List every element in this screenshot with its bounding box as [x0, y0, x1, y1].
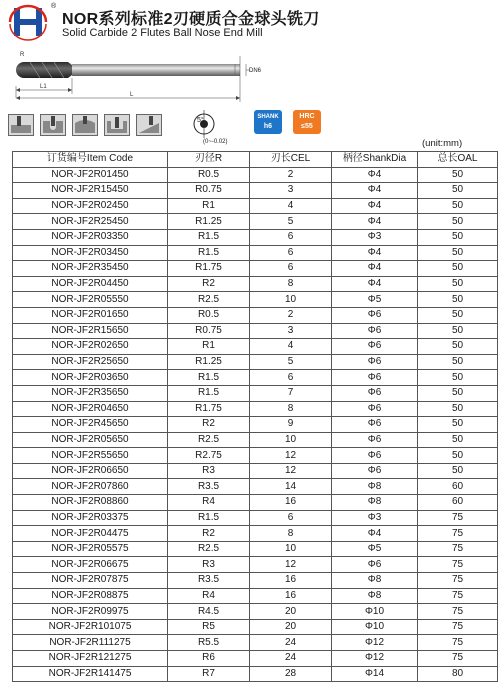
overall-length-cell: 75	[418, 526, 498, 542]
overall-length-cell: 50	[418, 354, 498, 370]
overall-length-cell: 50	[418, 448, 498, 464]
overall-length-cell: 50	[418, 370, 498, 386]
overall-length-cell: 50	[418, 463, 498, 479]
radius-cell: R0.5	[168, 167, 250, 183]
shank-dia-cell: Φ6	[332, 448, 418, 464]
shank-dia-cell: Φ3	[332, 510, 418, 526]
table-header-row	[13, 152, 498, 168]
item-code-cell: NOR-JF2R101075	[13, 619, 168, 635]
col-shank-dia: 柄径ShankDia	[332, 152, 418, 168]
shank-dia-cell: Φ6	[332, 463, 418, 479]
overall-length-cell: 75	[418, 651, 498, 667]
shank-dia-cell: Φ12	[332, 635, 418, 651]
cut-length-cell: 5	[250, 354, 332, 370]
table-row	[13, 385, 498, 401]
cut-length-cell: 28	[250, 666, 332, 682]
shank-dia-cell: Φ6	[332, 401, 418, 417]
item-code-cell: NOR-JF2R45650	[13, 417, 168, 433]
overall-length-cell: 75	[418, 541, 498, 557]
shank-dia-cell: Φ12	[332, 651, 418, 667]
shank-h6-badge: SHANK h6	[254, 110, 282, 134]
page-header	[0, 0, 503, 44]
table-row	[13, 307, 498, 323]
overall-length-cell: 50	[418, 323, 498, 339]
item-code-cell: NOR-JF2R35650	[13, 385, 168, 401]
cut-length-cell: 10	[250, 541, 332, 557]
label-l1: L1	[40, 84, 47, 90]
radius-cell: R3.5	[168, 479, 250, 495]
shank-dia-cell: Φ3	[332, 229, 418, 245]
cut-length-cell: 4	[250, 198, 332, 214]
item-code-cell: NOR-JF2R06650	[13, 463, 168, 479]
radius-cell: R1.5	[168, 510, 250, 526]
cut-length-cell: 9	[250, 417, 332, 433]
radius-cell: R2.5	[168, 432, 250, 448]
ramping-icon	[136, 114, 162, 136]
cut-length-cell: 8	[250, 526, 332, 542]
shank-dia-cell: Φ5	[332, 292, 418, 308]
overall-length-cell: 50	[418, 432, 498, 448]
cut-length-cell: 12	[250, 557, 332, 573]
table-body	[13, 167, 498, 682]
radius-cell: R4.5	[168, 604, 250, 620]
shank-dia-cell: Φ10	[332, 604, 418, 620]
item-code-cell: NOR-JF2R01450	[13, 167, 168, 183]
cut-length-cell: 3	[250, 323, 332, 339]
cut-length-cell: 12	[250, 448, 332, 464]
item-code-cell: NOR-JF2R07875	[13, 573, 168, 589]
shank-dia-cell: Φ4	[332, 261, 418, 277]
shank-dia-cell: Φ6	[332, 385, 418, 401]
shank-dia-cell: Φ8	[332, 495, 418, 511]
slotting-icon	[40, 114, 66, 136]
radius-cell: R2	[168, 276, 250, 292]
radius-cell: R1.5	[168, 370, 250, 386]
registered-mark: ®	[51, 3, 57, 10]
cut-length-cell: 16	[250, 588, 332, 604]
item-code-cell: NOR-JF2R02650	[13, 339, 168, 355]
cut-length-cell: 6	[250, 370, 332, 386]
cut-length-cell: 12	[250, 463, 332, 479]
table-row	[13, 604, 498, 620]
item-code-cell: NOR-JF2R09975	[13, 604, 168, 620]
cut-length-cell: 6	[250, 229, 332, 245]
shank-dia-cell: Φ6	[332, 307, 418, 323]
overall-length-cell: 75	[418, 588, 498, 604]
item-code-cell: NOR-JF2R15650	[13, 323, 168, 339]
radius-cell: R2	[168, 526, 250, 542]
shank-dia-cell: Φ8	[332, 479, 418, 495]
radius-cell: R1	[168, 339, 250, 355]
overall-length-cell: 50	[418, 261, 498, 277]
shank-dia-cell: Φ6	[332, 354, 418, 370]
radius-cell: R1.25	[168, 214, 250, 230]
spec-table	[12, 151, 498, 682]
radius-cell: R1.5	[168, 245, 250, 261]
item-code-cell: NOR-JF2R121275	[13, 651, 168, 667]
table-row	[13, 323, 498, 339]
cut-length-cell: 24	[250, 651, 332, 667]
overall-length-cell: 50	[418, 339, 498, 355]
overall-length-cell: 50	[418, 385, 498, 401]
overall-length-cell: 50	[418, 307, 498, 323]
item-code-cell: NOR-JF2R25450	[13, 214, 168, 230]
overall-length-cell: 50	[418, 198, 498, 214]
radius-cell: R2.5	[168, 292, 250, 308]
cut-length-cell: 20	[250, 619, 332, 635]
overall-length-cell: 50	[418, 183, 498, 199]
item-code-cell: NOR-JF2R03375	[13, 510, 168, 526]
overall-length-cell: 75	[418, 604, 498, 620]
table-row	[13, 167, 498, 183]
radius-cell: R5.5	[168, 635, 250, 651]
col-radius: 刃径R	[168, 152, 250, 168]
item-code-cell: NOR-JF2R03450	[13, 245, 168, 261]
col-cut-length: 刃长CEL	[250, 152, 332, 168]
tool-drawing	[10, 48, 280, 104]
table-row	[13, 510, 498, 526]
table-row	[13, 448, 498, 464]
brand-logo-icon	[6, 2, 50, 42]
shank-dia-cell: Φ8	[332, 588, 418, 604]
label-l: L	[130, 92, 134, 98]
radius-cell: R0.75	[168, 183, 250, 199]
table-row	[13, 183, 498, 199]
shank-dia-cell: Φ14	[332, 666, 418, 682]
radius-cell: R3	[168, 463, 250, 479]
table-row	[13, 666, 498, 682]
tolerance-range: (0~-0.02)	[203, 139, 228, 145]
table-row	[13, 463, 498, 479]
radius-cell: R0.5	[168, 307, 250, 323]
radius-cell: R1.75	[168, 401, 250, 417]
radius-cell: R2.5	[168, 541, 250, 557]
shank-dia-cell: Φ10	[332, 619, 418, 635]
overall-length-cell: 50	[418, 276, 498, 292]
shank-dia-cell: Φ6	[332, 557, 418, 573]
item-code-cell: NOR-JF2R08860	[13, 495, 168, 511]
item-code-cell: NOR-JF2R02450	[13, 198, 168, 214]
cut-length-cell: 16	[250, 495, 332, 511]
radius-cell: R6	[168, 651, 250, 667]
table-row	[13, 573, 498, 589]
table-row	[13, 214, 498, 230]
radius-cell: R5	[168, 619, 250, 635]
radius-cell: R1.5	[168, 229, 250, 245]
overall-length-cell: 60	[418, 479, 498, 495]
cut-length-cell: 8	[250, 276, 332, 292]
cut-length-cell: 6	[250, 261, 332, 277]
table-row	[13, 432, 498, 448]
table-row	[13, 479, 498, 495]
table-row	[13, 635, 498, 651]
cut-length-cell: 6	[250, 510, 332, 526]
radius-cell: R1	[168, 198, 250, 214]
overall-length-cell: 75	[418, 557, 498, 573]
item-code-cell: NOR-JF2R06675	[13, 557, 168, 573]
table-row	[13, 276, 498, 292]
profiling-icon	[8, 114, 34, 136]
tolerance-diagram-icon	[182, 110, 222, 140]
col-item-code: 订货编号Item Code	[13, 152, 168, 168]
radius-cell: R3	[168, 557, 250, 573]
overall-length-cell: 60	[418, 495, 498, 511]
overall-length-cell: 50	[418, 214, 498, 230]
shank-dia-cell: Φ6	[332, 417, 418, 433]
item-code-cell: NOR-JF2R04475	[13, 526, 168, 542]
page-subtitle: Solid Carbide 2 Flutes Ball Nose End Mill	[62, 27, 263, 39]
item-code-cell: NOR-JF2R111275	[13, 635, 168, 651]
table-row	[13, 292, 498, 308]
item-code-cell: NOR-JF2R04450	[13, 276, 168, 292]
table-row	[13, 417, 498, 433]
item-code-cell: NOR-JF2R07860	[13, 479, 168, 495]
shank-dia-cell: Φ6	[332, 370, 418, 386]
table-row	[13, 401, 498, 417]
shank-dia-cell: Φ4	[332, 276, 418, 292]
table-row	[13, 229, 498, 245]
shank-dia-cell: Φ5	[332, 541, 418, 557]
overall-length-cell: 50	[418, 245, 498, 261]
overall-length-cell: 50	[418, 417, 498, 433]
radius-cell: R4	[168, 588, 250, 604]
shank-dia-cell: Φ6	[332, 432, 418, 448]
cut-length-cell: 24	[250, 635, 332, 651]
cut-length-cell: 2	[250, 307, 332, 323]
cut-length-cell: 7	[250, 385, 332, 401]
col-overall-length: 总长OAL	[418, 152, 498, 168]
item-code-cell: NOR-JF2R15450	[13, 183, 168, 199]
cut-length-cell: 16	[250, 573, 332, 589]
item-code-cell: NOR-JF2R55650	[13, 448, 168, 464]
label-dn6: DN6	[249, 68, 262, 74]
shank-dia-cell: Φ4	[332, 198, 418, 214]
overall-length-cell: 50	[418, 292, 498, 308]
table-row	[13, 557, 498, 573]
radius-cell: R3.5	[168, 573, 250, 589]
table-row	[13, 541, 498, 557]
shank-dia-cell: Φ4	[332, 214, 418, 230]
radius-cell: R2.75	[168, 448, 250, 464]
radius-cell: R1.5	[168, 385, 250, 401]
angle-label: 5°	[197, 117, 204, 124]
item-code-cell: NOR-JF2R35450	[13, 261, 168, 277]
shank-dia-cell: Φ4	[332, 183, 418, 199]
overall-length-cell: 75	[418, 635, 498, 651]
table-row	[13, 588, 498, 604]
table-row	[13, 245, 498, 261]
item-code-cell: NOR-JF2R25650	[13, 354, 168, 370]
item-code-cell: NOR-JF2R141475	[13, 666, 168, 682]
cut-length-cell: 8	[250, 401, 332, 417]
page-title: NOR系列标准2刃硬质合金球头铣刀	[62, 11, 320, 28]
item-code-cell: NOR-JF2R01650	[13, 307, 168, 323]
table-row	[13, 651, 498, 667]
item-code-cell: NOR-JF2R05550	[13, 292, 168, 308]
shank-dia-cell: Φ4	[332, 526, 418, 542]
table-row	[13, 261, 498, 277]
unit-label: (unit:mm)	[422, 138, 463, 149]
table-row	[13, 370, 498, 386]
table-row	[13, 526, 498, 542]
cut-length-cell: 14	[250, 479, 332, 495]
contouring-icon	[72, 114, 98, 136]
overall-length-cell: 80	[418, 666, 498, 682]
item-code-cell: NOR-JF2R03650	[13, 370, 168, 386]
table-row	[13, 495, 498, 511]
item-code-cell: NOR-JF2R05575	[13, 541, 168, 557]
table-row	[13, 339, 498, 355]
radius-cell: R1.25	[168, 354, 250, 370]
shank-dia-cell: Φ4	[332, 167, 418, 183]
item-code-cell: NOR-JF2R03350	[13, 229, 168, 245]
hrc-badge: HRC ≤55	[293, 110, 321, 134]
table-row	[13, 354, 498, 370]
pocketing-icon	[104, 114, 130, 136]
radius-cell: R0.75	[168, 323, 250, 339]
cut-length-cell: 10	[250, 432, 332, 448]
overall-length-cell: 75	[418, 510, 498, 526]
overall-length-cell: 50	[418, 167, 498, 183]
overall-length-cell: 75	[418, 619, 498, 635]
cut-length-cell: 10	[250, 292, 332, 308]
table-row	[13, 198, 498, 214]
radius-cell: R7	[168, 666, 250, 682]
overall-length-cell: 50	[418, 229, 498, 245]
cut-length-cell: 3	[250, 183, 332, 199]
shank-dia-cell: Φ4	[332, 245, 418, 261]
cut-length-cell: 2	[250, 167, 332, 183]
shank-dia-cell: Φ6	[332, 323, 418, 339]
table-row	[13, 619, 498, 635]
overall-length-cell: 50	[418, 401, 498, 417]
item-code-cell: NOR-JF2R05650	[13, 432, 168, 448]
label-r: R	[20, 52, 25, 58]
cut-length-cell: 4	[250, 339, 332, 355]
shank-dia-cell: Φ6	[332, 339, 418, 355]
cut-length-cell: 20	[250, 604, 332, 620]
radius-cell: R4	[168, 495, 250, 511]
overall-length-cell: 75	[418, 573, 498, 589]
radius-cell: R2	[168, 417, 250, 433]
radius-cell: R1.75	[168, 261, 250, 277]
item-code-cell: NOR-JF2R04650	[13, 401, 168, 417]
item-code-cell: NOR-JF2R08875	[13, 588, 168, 604]
cut-length-cell: 6	[250, 245, 332, 261]
cut-length-cell: 5	[250, 214, 332, 230]
shank-dia-cell: Φ8	[332, 573, 418, 589]
